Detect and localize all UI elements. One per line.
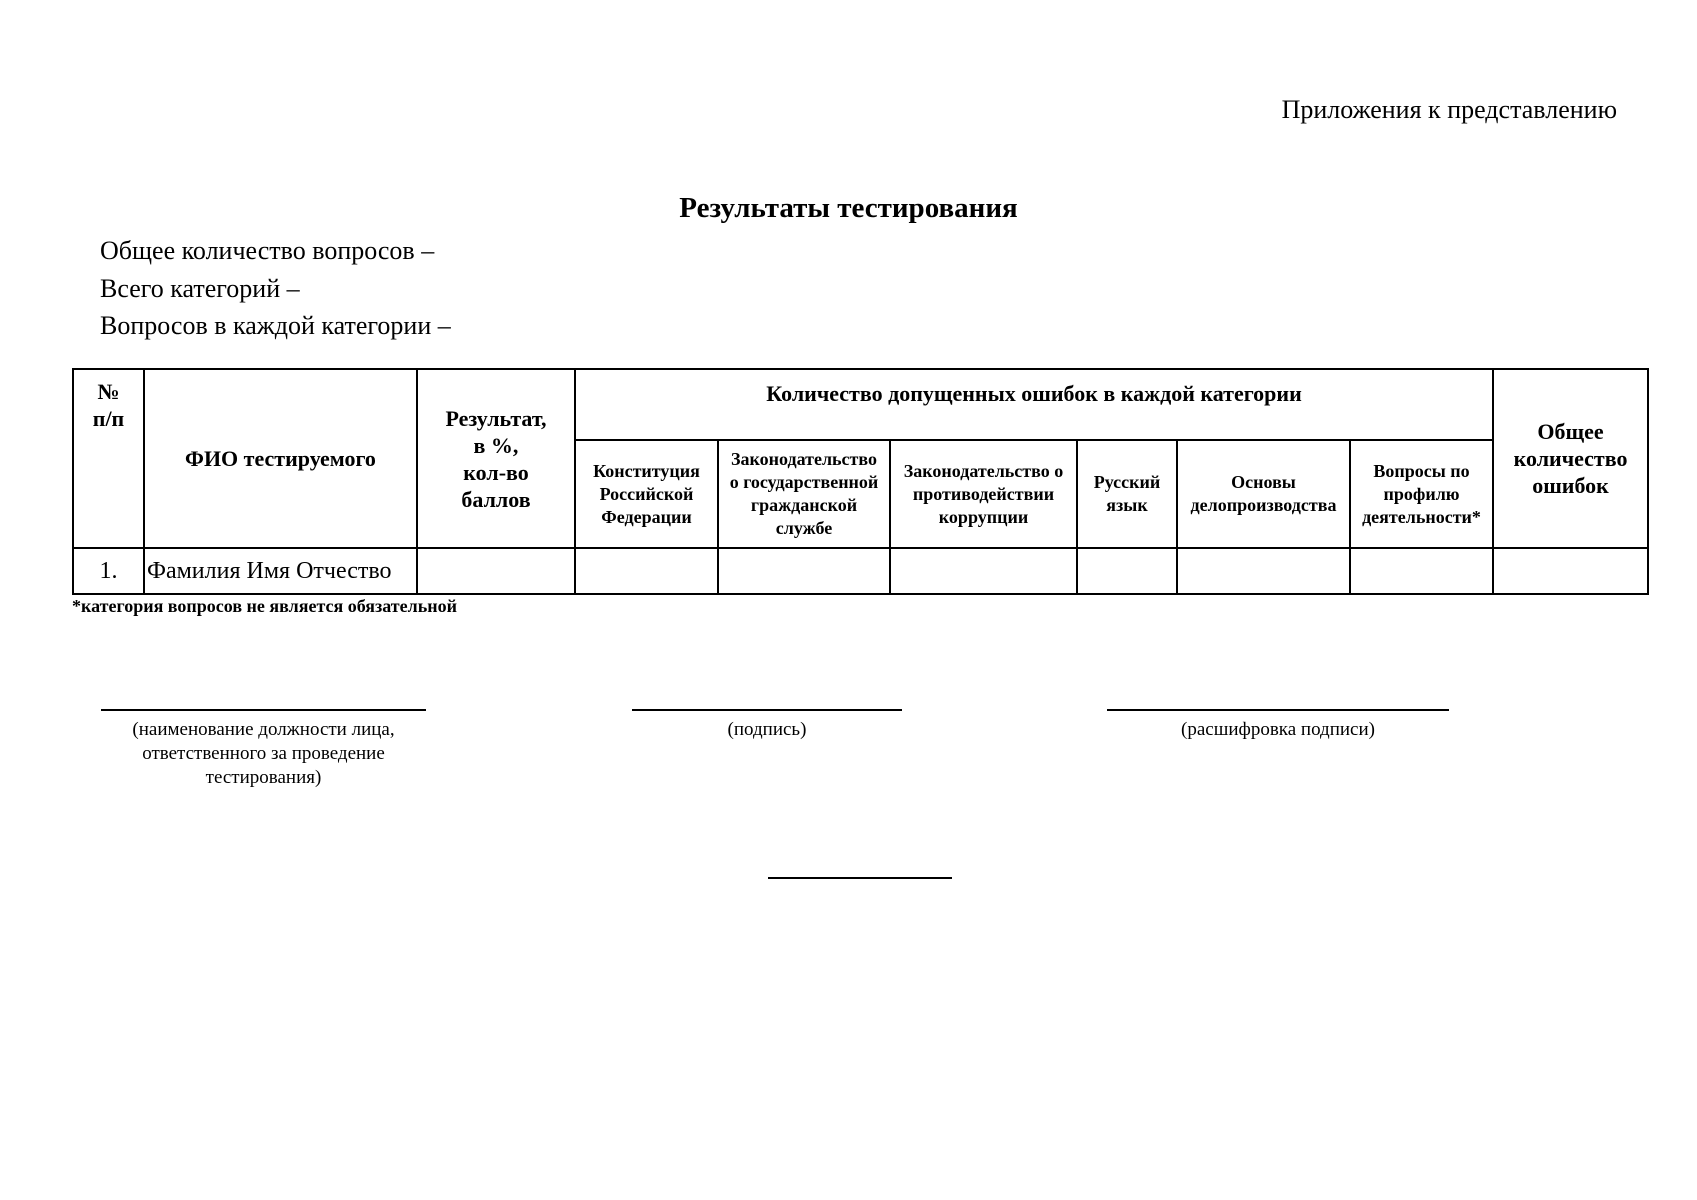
decoding-caption: (расшифровка подписи) [1181,719,1375,740]
row-cat-anticorruption [890,548,1077,594]
header-category-russian: Русский язык [1077,440,1177,548]
row-cat-russian [1077,548,1177,594]
position-caption-line1: (наименование должности лица, [132,719,395,740]
questions-per-category-line: Вопросов в каждой категории – [100,311,451,340]
header-result: Результат, в %, кол-во баллов [417,369,575,548]
signature-block [632,709,902,742]
row-result [417,548,575,594]
header-category-records: Основы делопроизводства [1177,440,1350,548]
signature-position-block [101,709,426,790]
signature-line [632,709,902,711]
header-total-errors: Общее количество ошибок [1493,369,1648,548]
row-cat-records [1177,548,1350,594]
table-row [73,548,1648,594]
appendix-label: Приложения к представлению [1281,95,1617,124]
position-caption-line2: ответственного за проведение [142,743,385,764]
document-title: Результаты тестирования [679,192,1018,224]
signature-caption: (подпись) [727,719,807,740]
decoding-signature-line [1107,709,1449,711]
footnote: *категория вопросов не является обязательной [72,596,457,616]
test-info [100,232,451,345]
total-categories-line: Всего категорий – [100,273,300,303]
signature-decoding-block [1107,709,1449,742]
position-signature-line [101,709,426,711]
row-cat-civil-service [718,548,890,594]
date-line [768,877,952,879]
header-category-civil-service: Законодательство о государственной гражданской службе [718,440,890,548]
header-fio: ФИО тестируемого [144,369,417,548]
row-cat-constitution [575,548,718,594]
header-category-constitution: Конституция Российской Федерации [575,440,718,548]
row-total-errors [1493,548,1648,594]
header-category-anticorruption: Законодательство о противодействии коррупции [890,440,1077,548]
results-table [72,368,1649,595]
position-caption-line3: тестирования) [205,767,322,788]
row-cat-profile [1350,548,1493,594]
row-fio: Фамилия Имя Отчество [144,548,417,594]
header-number: № п/п [73,369,144,548]
total-questions-line: Общее количество вопросов – [100,236,435,265]
header-errors-group: Количество допущенных ошибок в каждой категории [575,369,1493,440]
row-number: 1. [73,548,144,594]
header-category-profile: Вопросы по профилю деятельности* [1350,440,1493,548]
